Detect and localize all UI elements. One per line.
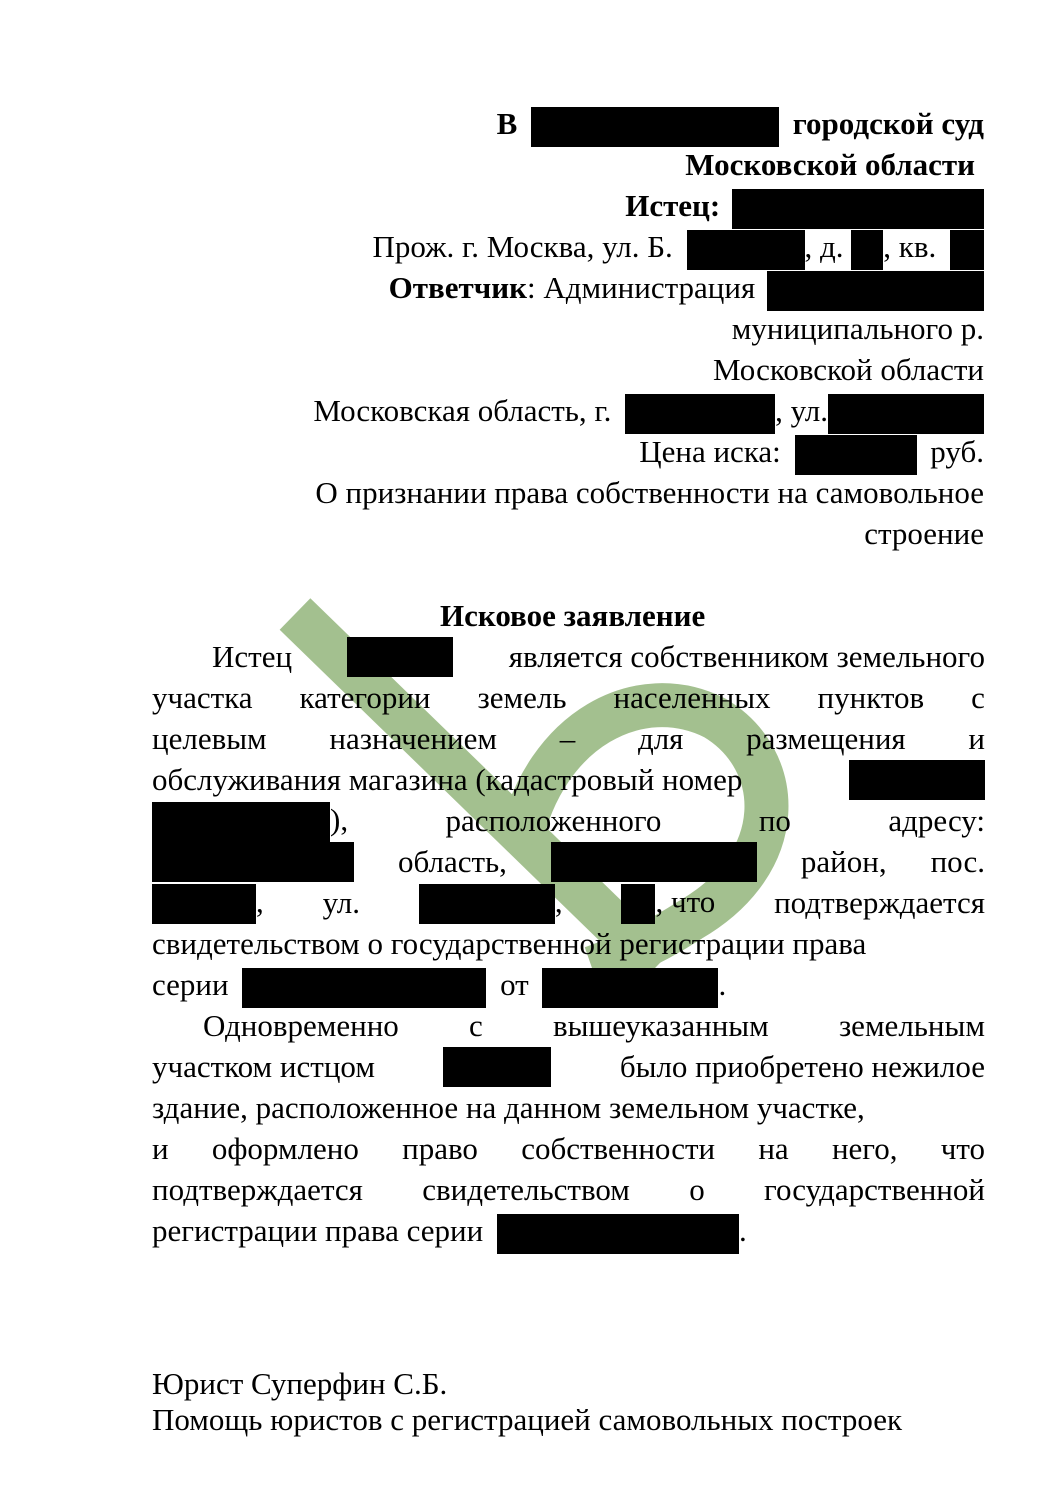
p1-line6: область, район, пос. [152,841,985,882]
p2-line2: участком истцом было приобретено нежилое [152,1046,985,1087]
p2-line5: подтверждается свидетельством о государственной [152,1172,985,1207]
plaintiff-address: Прож. г. Москва, ул. Б. , д. , кв. [372,226,984,267]
redaction-cadastral-1 [849,760,985,800]
redaction-street [687,230,805,270]
p1-line4: обслуживания магазина (кадастровый номер [152,759,985,800]
redaction-cert-date [542,968,718,1008]
redaction-p2-plaintiff [443,1047,551,1087]
document-title: Исковое заявление [440,598,706,633]
redaction-court [531,107,779,147]
redaction-p1-plaintiff [347,637,453,677]
redaction-region [152,842,354,882]
p2-line1: Одновременно с вышеуказанным земельным [203,1008,985,1043]
redaction-plaintiff [732,189,984,229]
p1-line3: целевым назначением – для размещения и [152,721,985,756]
redaction-cert-series-2 [497,1214,739,1254]
redaction-cadastral-2 [152,802,330,842]
p2-line3: здание, расположенное на данном земельном участке, [152,1090,865,1125]
defendant-address: Московская область, г. , ул. [313,390,984,431]
plaintiff-line: Истец: [625,185,984,226]
redaction-house [851,230,883,270]
p1-line7: , ул. , , что подтверждается [152,882,985,923]
redaction-flat [950,230,984,270]
redaction-cert-series-1 [242,968,486,1008]
defendant-line: Ответчик: Администрация [389,267,984,308]
redaction-settlement [152,884,256,924]
p2-line4: и оформлено право собственности на него, что [152,1131,985,1166]
p2-line6: регистрации права серии . [152,1210,747,1251]
redaction-city [625,394,775,434]
redaction-land-house [621,884,655,924]
p1-line2: участка категории земель населенных пунктов с [152,680,985,715]
redaction-defendant [767,271,984,311]
p1-line1: Истец является собственником земельного [212,636,985,677]
footer-signature: Юрист Суперфин С.Б. [152,1366,448,1401]
defendant-line2: муниципального р. [731,311,984,346]
p1-line9: серии от . [152,964,726,1005]
footer-tagline: Помощь юристов с регистрацией самовольных построек [152,1402,903,1437]
redaction-land-street [419,884,555,924]
subject-line1: О признании права собственности на самовольное [315,475,984,510]
court-region: Московской области [685,147,975,182]
claim-price: Цена иска: руб. [639,431,984,472]
p1-line8: свидетельством о государственной регистрации права [152,926,867,961]
court-line: В городской суд [497,103,984,144]
defendant-line3: Московской области [713,352,984,387]
subject-line2: строение [864,516,984,551]
redaction-price [795,435,917,475]
redaction-district [551,842,757,882]
p1-line5: ), расположенного по адресу: [152,800,985,841]
redaction-def-street [828,394,984,434]
